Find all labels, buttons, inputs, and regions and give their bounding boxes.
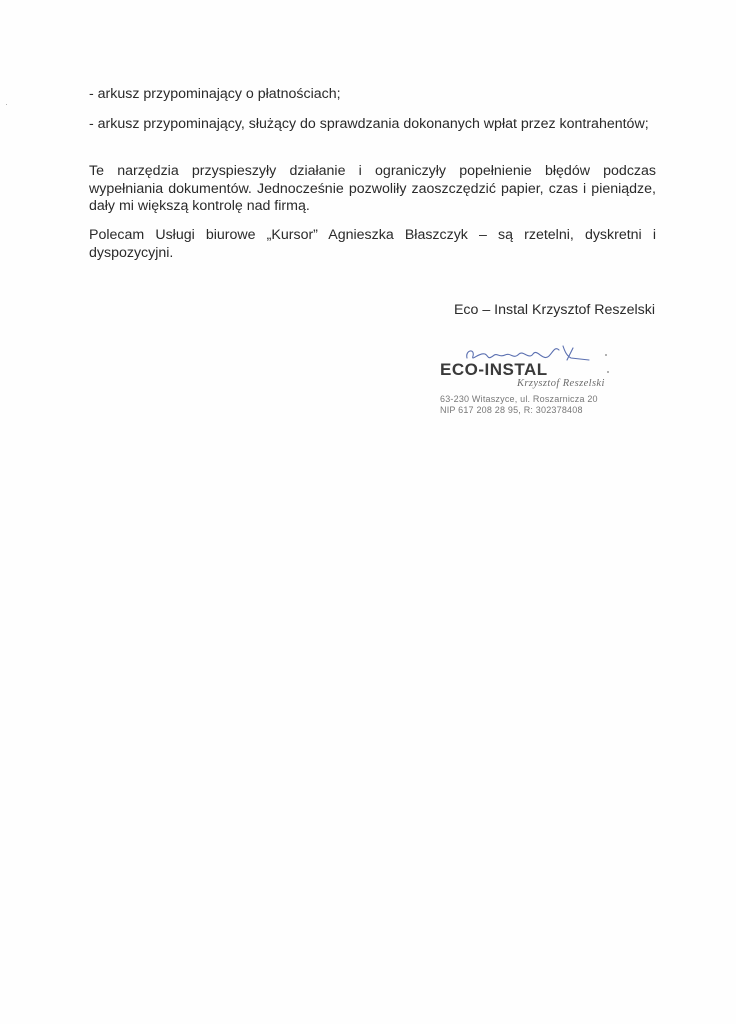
paragraph-tools-benefits: Te narzędzia przyspieszyły działanie i ograniczyły popełnienie błędów podczas wypełniania dokumentów. Jednocześnie pozwoliły zaoszczędzić papier, czas i pieniądze, dały mi większą kontrolę nad firmą. (89, 163, 656, 214)
stamp-address: 63-230 Witaszyce, ul. Roszarnicza 20 (440, 394, 598, 404)
scan-speck (607, 371, 609, 373)
stamp-registration-ids: NIP 617 208 28 95, R: 302378408 (440, 405, 583, 415)
scan-speck (6, 104, 7, 105)
stamp-company-name: ECO-INSTAL (440, 360, 548, 379)
paragraph-recommendation: Polecam Usługi biurowe „Kursor” Agnieszka Błaszczyk – są rzetelni, dyskretni i dyspozycyjni. (89, 227, 656, 261)
scan-speck (605, 354, 607, 356)
paragraph-payment-reminder: - arkusz przypominający o płatnościach; (89, 86, 341, 102)
paragraph-payment-verification: - arkusz przypominający, służący do sprawdzania dokonanych wpłat przez kontrahentów; (89, 116, 649, 132)
stamp-owner-name: Krzysztof Reszelski (517, 378, 605, 389)
signoff-name: Eco – Instal Krzysztof Reszelski (453, 302, 655, 318)
company-stamp (437, 340, 627, 420)
